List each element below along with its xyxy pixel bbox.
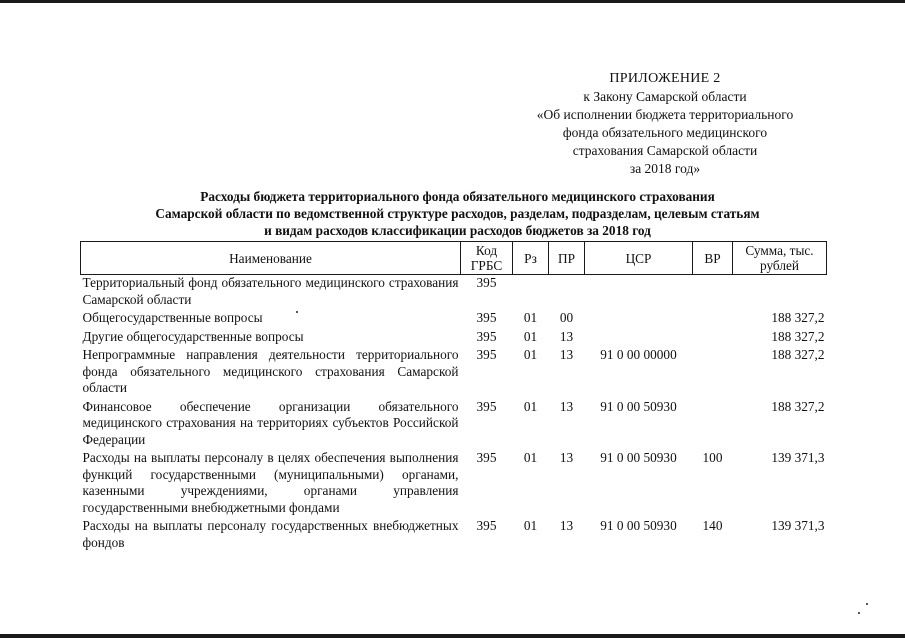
budget-table <box>80 241 827 553</box>
cell-csr: 91 0 00 50930 <box>600 450 677 465</box>
table-row <box>81 347 827 399</box>
cell-grbs: 395 <box>476 328 497 344</box>
cell-pr: 13 <box>559 398 574 414</box>
scan-edge-top <box>0 0 905 3</box>
cell-csr <box>585 329 693 348</box>
cell-name: Общегосударственные вопросы <box>82 310 263 325</box>
cell-pr <box>549 275 585 311</box>
scan-speck <box>866 603 868 605</box>
title-line: и видам расходов классификации расходов бюджетов за 2018 год <box>264 223 651 238</box>
cell-grbs: 395 <box>476 347 497 362</box>
cell-sum: 188 327,2 <box>771 310 825 325</box>
appendix-line: страхования Самарской области <box>572 143 758 158</box>
cell-csr: 91 0 00 00000 <box>600 347 677 362</box>
header-grbs: Код ГРБС <box>461 242 513 275</box>
cell-pr: 13 <box>559 450 574 465</box>
cell-rz: 01 <box>523 450 538 465</box>
appendix-line: фонда обязательного медицинского <box>562 125 768 140</box>
cell-name: Расходы на выплаты персоналу государственных внебюджетных фондов <box>82 518 459 550</box>
cell-rz: 01 <box>523 310 538 325</box>
cell-name: Другие общегосударственные вопросы <box>82 328 304 344</box>
cell-pr: 13 <box>559 328 574 344</box>
header-csr: ЦСР <box>585 242 693 275</box>
table-header-row <box>81 242 827 275</box>
cell-csr: 91 0 00 50930 <box>600 518 677 533</box>
table-row <box>81 450 827 518</box>
cell-name: Расходы на выплаты персоналу в целях обеспечения выполнения функций государственными (муниципальными) органами, казенными учреждениями, органами управления государственными внебюджетными фондами <box>82 450 459 515</box>
cell-sum: 188 327,2 <box>771 398 825 414</box>
table-row <box>81 275 827 311</box>
table-row <box>81 399 827 451</box>
header-name: Наименование <box>81 242 461 275</box>
cell-grbs: 395 <box>476 310 497 325</box>
cell-sum <box>733 275 827 311</box>
cell-sum: 188 327,2 <box>771 347 825 362</box>
cell-csr <box>585 275 693 311</box>
cell-sum: 139 371,3 <box>771 518 825 533</box>
cell-csr: 91 0 00 50930 <box>600 398 677 414</box>
header-sum: Сумма, тыс. рублей <box>733 242 827 275</box>
cell-vr <box>693 399 733 451</box>
table-row <box>81 518 827 553</box>
cell-pr: 13 <box>559 518 574 533</box>
cell-vr: 100 <box>702 450 723 465</box>
title-line: Самарской области по ведомственной структуре расходов, разделам, подразделам, целевым статьям <box>155 206 760 221</box>
scan-edge-bottom <box>0 634 905 638</box>
cell-csr <box>585 310 693 329</box>
cell-rz: 01 <box>523 518 538 533</box>
cell-rz: 01 <box>523 347 538 362</box>
header-rz: Рз <box>513 242 549 275</box>
cell-vr <box>693 275 733 311</box>
cell-rz: 01 <box>523 398 538 414</box>
appendix-heading: ПРИЛОЖЕНИЕ 2 <box>609 71 721 86</box>
cell-rz <box>513 275 549 311</box>
cell-vr <box>693 347 733 399</box>
cell-grbs: 395 <box>476 275 497 290</box>
cell-pr: 00 <box>559 310 574 325</box>
header-vr: ВР <box>693 242 733 275</box>
appendix-block <box>480 70 850 178</box>
table-row <box>81 329 827 348</box>
cell-name: Территориальный фонд обязательного медицинского страхования Самарской области <box>82 275 459 307</box>
cell-grbs: 395 <box>476 450 497 465</box>
appendix-line: за 2018 год» <box>629 161 701 176</box>
appendix-line: «Об исполнении бюджета территориального <box>536 107 794 122</box>
appendix-line: к Закону Самарской области <box>583 89 747 104</box>
cell-vr <box>693 310 733 329</box>
cell-grbs: 395 <box>476 398 497 414</box>
title-line: Расходы бюджета территориального фонда обязательного медицинского страхования <box>200 189 715 204</box>
cell-vr <box>693 329 733 348</box>
cell-sum: 139 371,3 <box>771 450 825 465</box>
table-row <box>81 310 827 329</box>
scan-speck <box>858 612 860 614</box>
header-pr: ПР <box>549 242 585 275</box>
cell-pr: 13 <box>559 347 574 362</box>
cell-vr: 140 <box>702 518 723 533</box>
cell-rz: 01 <box>523 328 538 344</box>
scan-speck <box>296 311 298 313</box>
cell-name: Финансовое обеспечение организации обязательного медицинского страхования на территориях субъектов Российской Федерации <box>82 398 459 447</box>
cell-grbs: 395 <box>476 518 497 533</box>
cell-name: Непрограммные направления деятельности территориального фонда обязательного медицинского страхования Самарской области <box>82 347 459 395</box>
document-title <box>85 188 830 239</box>
cell-sum: 188 327,2 <box>771 328 825 344</box>
